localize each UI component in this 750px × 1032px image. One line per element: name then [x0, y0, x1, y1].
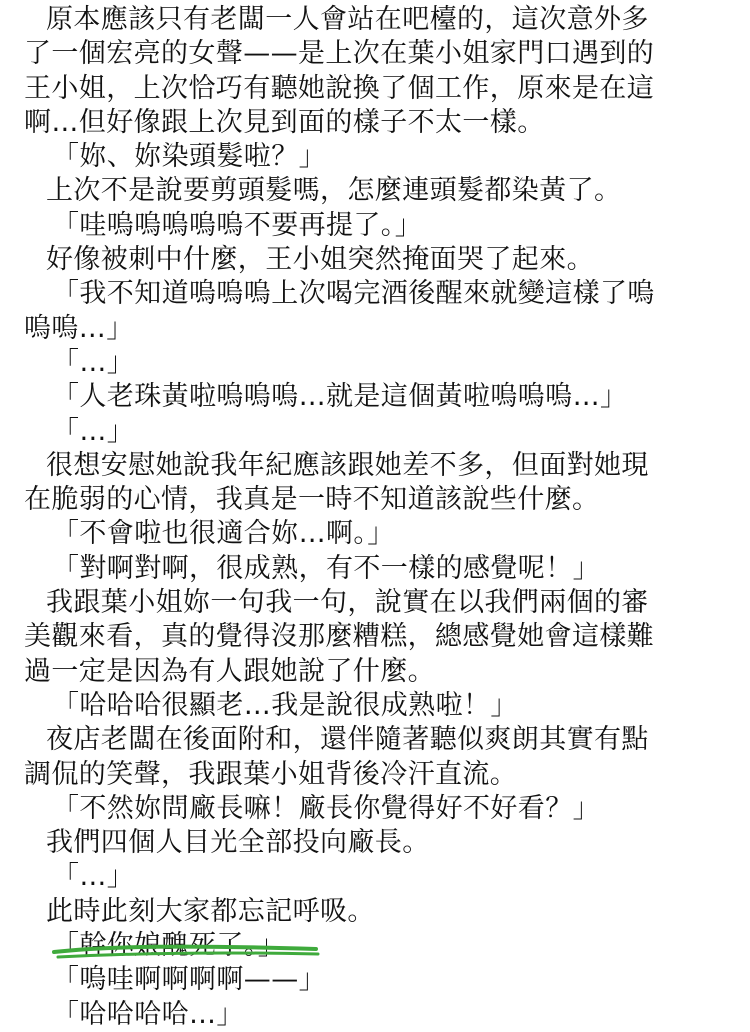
text-line: 嗚嗚…」: [24, 312, 134, 344]
text-line: 「妳、妳染頭髮啦？」: [52, 141, 326, 173]
text-line: 「哇嗚嗚嗚嗚嗚不要再提了。」: [52, 209, 423, 241]
text-line: 啊…但好像跟上次見到面的樣子不太一樣。: [24, 106, 545, 138]
text-line: 過一定是因為有人跟她說了什麼。: [24, 655, 435, 687]
text-line: 夜店老闆在後面附和，還伴隨著聽似爽朗其實有點: [46, 724, 649, 756]
text-line: 好像被刺中什麼，王小姐突然掩面哭了起來。: [46, 244, 594, 276]
text-line: 上次不是說要剪頭髮嗎，怎麼連頭髮都染黃了。: [46, 175, 622, 207]
text-line: 「…」: [52, 346, 135, 378]
text-line: 「我不知道嗚嗚嗚上次喝完酒後醒來就變這樣了嗚: [52, 278, 655, 310]
text-line: 原本應該只有老闆一人會站在吧檯的，這次意外多: [46, 4, 649, 35]
text-line: 「對啊對啊，很成熟，有不一樣的感覺呢！」: [52, 552, 600, 584]
text-line: 調侃的笑聲，我跟葉小姐背後冷汗直流。: [24, 758, 518, 790]
text-line: 「…」: [52, 415, 135, 447]
text-line: 「不會啦也很適合妳…啊。」: [52, 518, 395, 550]
text-line: 「不然妳問廠長嘛！廠長你覺得好不好看？」: [52, 792, 600, 824]
text-line: 王小姐，上次恰巧有聽她說換了個工作，原來是在這: [24, 72, 655, 104]
text-line: 「哈哈哈很顯老…我是說很成熟啦！」: [52, 689, 518, 721]
text-line: 「人老珠黃啦嗚嗚嗚…就是這個黃啦嗚嗚嗚…」: [52, 381, 628, 413]
text-line: 「幹你娘醜死了。」: [52, 930, 286, 962]
text-line: 美觀來看，真的覺得沒那麼糟糕，總感覺她會這樣難: [24, 621, 655, 653]
text-line: 我們四個人目光全部投向廠長。: [46, 827, 430, 859]
text-line: 我跟葉小姐妳一句我一句，說實在以我們兩個的審: [46, 587, 649, 619]
text-line: 「嗚哇啊啊啊啊——」: [52, 964, 326, 996]
text-line: 「…」: [52, 861, 135, 893]
text-line: 此時此刻大家都忘記呼吸。: [46, 895, 375, 927]
text-line: 「哈哈哈哈…」: [52, 998, 244, 1030]
document-body: [24, 3, 724, 1032]
text-line: 在脆弱的心情，我真是一時不知道該說些什麼。: [24, 484, 600, 516]
text-line: 了一個宏亮的女聲——是上次在葉小姐家門口遇到的: [24, 38, 655, 70]
text-line: 很想安慰她說我年紀應該跟她差不多，但面對她現: [46, 449, 649, 481]
